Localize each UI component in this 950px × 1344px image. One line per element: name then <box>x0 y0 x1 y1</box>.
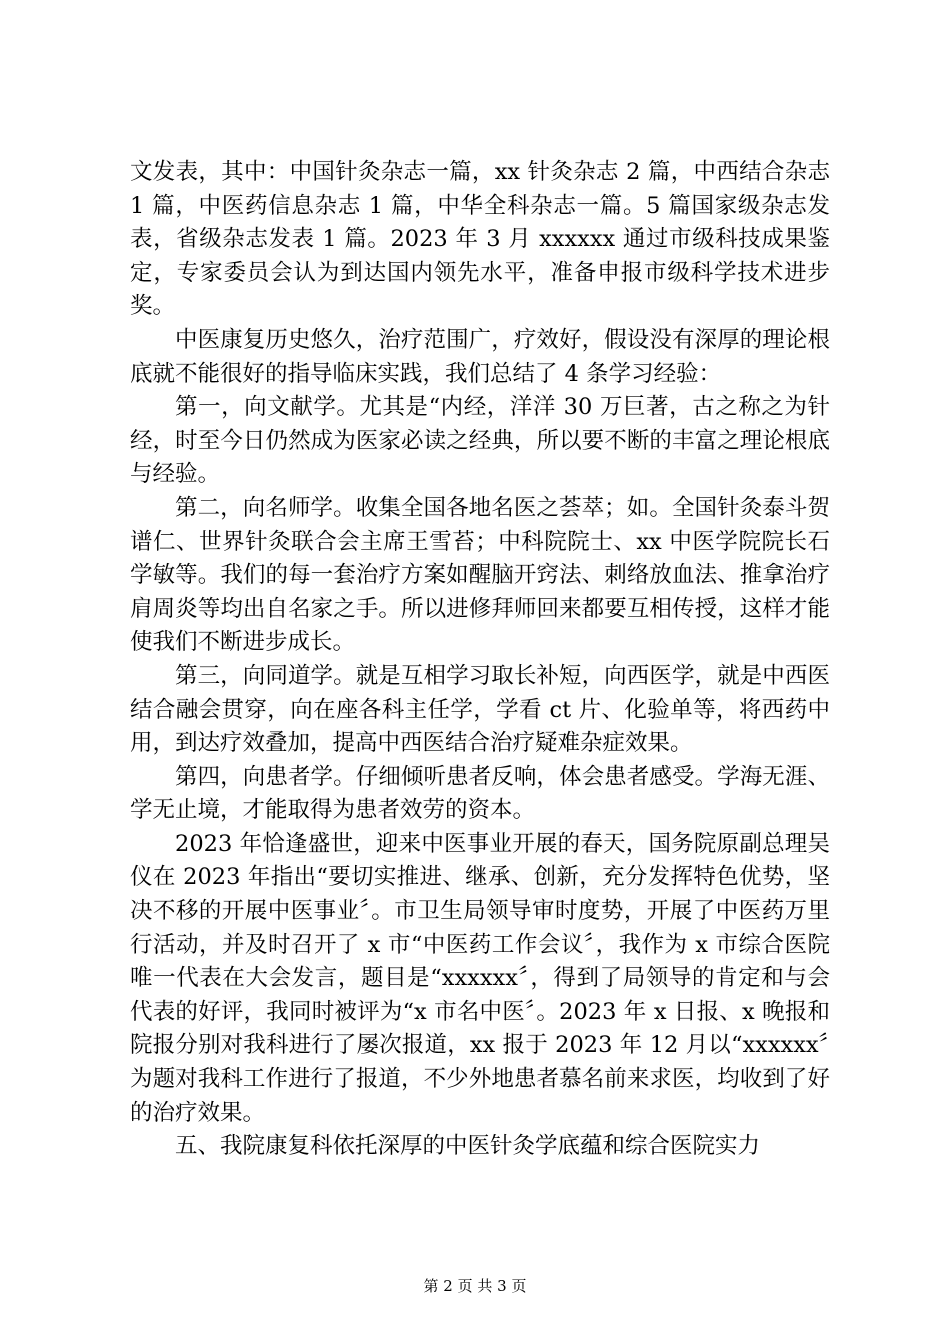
paragraph-learn-masters: 第二，向名师学。收集全国各地名医之荟萃；如。全国针灸泰斗贺谱仁、世界针灸联合会主席王雪苔；中科院院士、xx 中医学院院长石学敏等。我们的每一套治疗方案如醒脑开窍法、刺络放血法、推拿治疗肩周炎等均出自名家之手。所以进修拜师回来都要互相传授，这样才能使我们不断进步成长。 <box>130 494 830 656</box>
paragraph-publications: 文发表，其中：中国针灸杂志一篇，xx 针灸杂志 2 篇，中西结合杂志 1 篇，中医药信息杂志 1 篇，中华全科杂志一篇。5 篇国家级杂志发表，省级杂志发表 1 篇。2023 年 3 月 xxxxxx 通过市级科技成果鉴定，专家委员会认为到达国内领先水平，准备申报市级科学技术进步奖。 <box>130 159 830 320</box>
paragraph-section-five: 五、我院康复科依托深厚的中医针灸学底蕴和综合医院实力 <box>175 1133 761 1160</box>
paragraph-learn-literature: 第一，向文献学。尤其是“内经，洋洋 30 万巨著，古之称之为针经，时至今日仍然成为医家必读之经典，所以要不断的丰富之理论根底与经验。 <box>130 394 830 488</box>
page-footer <box>0 1276 950 1296</box>
document-body <box>130 156 830 1164</box>
paragraph-learn-peers: 第三，向同道学。就是互相学习取长补短，向西医学，就是中西医结合融会贯穿，向在座各科主任学，学看 ct 片、化验单等，将西药中用，到达疗效叠加，提高中西医结合治疗疑难杂症效果。 <box>130 662 830 757</box>
paragraph-2023-events: 2023 年恰逢盛世，迎来中医事业开展的春天，国务院原副总理吴仪在 2023 年指出“要切实推进、继承、创新，充分发挥特色优势，坚决不移的开展中医事业〞。市卫生局领导审时度势，开展了中医药万里行活动，并及时召开了 x 市“中医药工作会议〞，我作为 x 市综合医院唯一代表在大会发言，题目是“xxxxxx〞，得到了局领导的肯定和与会代表的好评，我同时被评为“x 市名中医〞。2023 年 x 日报、x 晚报和院报分别对我科进行了屡次报道，xx 报于 2023 年 12 月以“xxxxxx〞为题对我科工作进行了报道，不少外地患者慕名前来求医，均收到了好的治疗效果。 <box>130 830 830 1126</box>
page-number: 第 2 页 共 3 页 <box>423 1277 527 1295</box>
paragraph-learn-patients: 第四，向患者学。仔细倾听患者反响，体会患者感受。学海无涯、学无止境，才能取得为患者效劳的资本。 <box>130 763 830 824</box>
paragraph-rehab-history: 中医康复历史悠久，治疗范围广，疗效好，假设没有深厚的理论根底就不能很好的指导临床实践，我们总结了 4 条学习经验： <box>130 326 830 387</box>
